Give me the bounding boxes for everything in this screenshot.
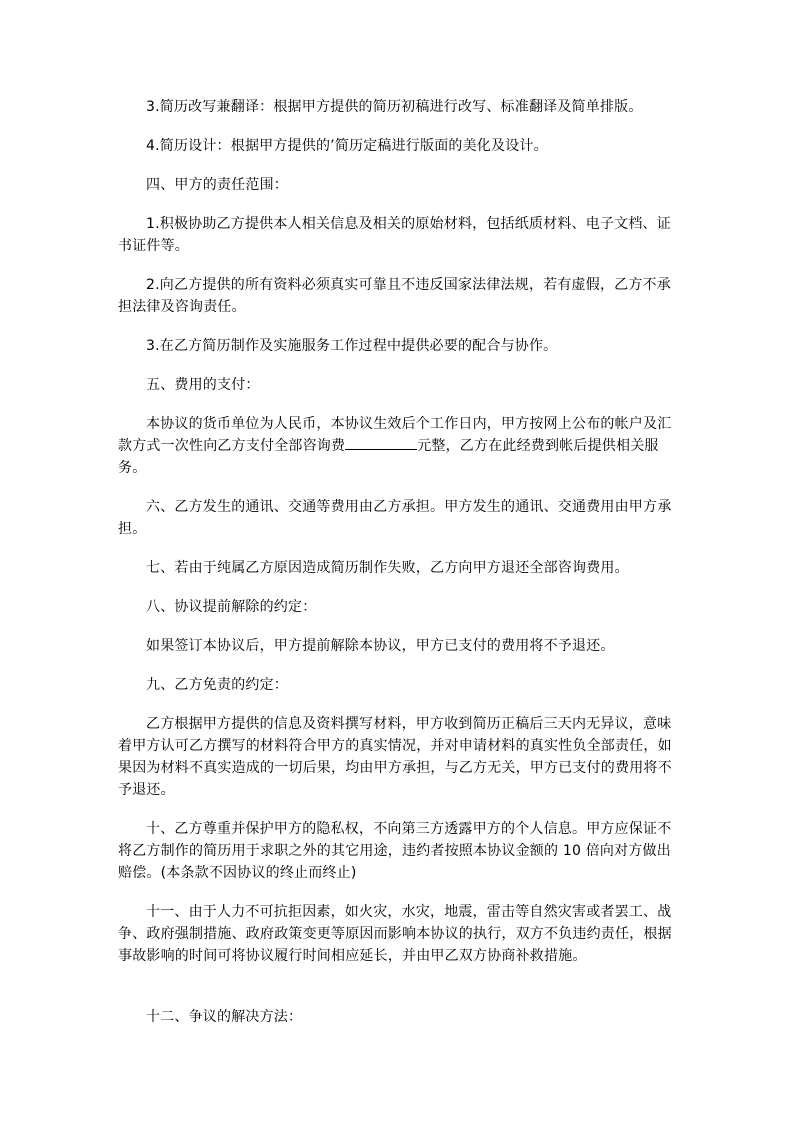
paragraph-party-a-duty-1: 1.积极协助乙方提供本人相关信息及相关的原始材料，包括纸质材料、电子文档、证书证件等。 — [118, 216, 671, 254]
paragraph-party-a-duty-2: 2.向乙方提供的所有资料必须真实可靠且不违反国家法律法规，若有虚假，乙方不承担法律及咨询责任。 — [118, 277, 671, 315]
paragraph-early-termination: 如果签订本协议后，甲方提前解除本协议，甲方已支付的费用将不予退还。 — [146, 638, 615, 654]
fee-amount-blank — [345, 435, 417, 450]
paragraph-communication-costs: 六、乙方发生的通讯、交通等费用由乙方承担。甲方发生的通讯、交通费用由甲方承担。 — [118, 499, 672, 537]
heading-dispute-resolution: 十二、争议的解决方法： — [146, 1009, 303, 1025]
heading-party-a-responsibilities: 四、甲方的责任范围： — [146, 177, 288, 193]
paragraph-resume-rewrite: 3.简历改写兼翻译：根据甲方提供的简历初稿进行改写、标准翻译及简单排版。 — [146, 99, 643, 115]
paragraph-party-a-duty-3: 3.在乙方简历制作及实施服务工作过程中提供必要的配合与协作。 — [146, 338, 558, 354]
heading-early-termination: 八、协议提前解除的约定： — [146, 599, 317, 615]
heading-party-b-exemption: 九、乙方免责的约定： — [146, 677, 288, 693]
paragraph-party-b-exemption: 乙方根据甲方提供的信息及资料撰写材料，甲方收到简历正稿后三天内无异议，意味着甲方认可乙方撰写的材料符合甲方的真实情况，并对申请材料的真实性负全部责任，如果因为材料不真实造成的一切后果，均由甲方承担，与乙方无关，甲方已支付的费用将不予退还。 — [118, 716, 672, 798]
heading-fee-payment: 五、费用的支付： — [146, 377, 260, 393]
paragraph-privacy: 十、乙方尊重并保护甲方的隐私权，不向第三方透露甲方的个人信息。甲方应保证不将乙方制作的简历用于求职之外的其它用途，违约者按照本协议金额的 10 倍向对方做出赔偿。(本条款不因协议的终止而终止) — [118, 821, 672, 881]
fee-payment-text-end: 元整，乙方在此经费到帐后提供相关服务。 — [118, 438, 659, 476]
paragraph-refund-on-failure: 七、若由于纯属乙方原因造成简历制作失败，乙方向甲方退还全部咨询费用。 — [146, 560, 629, 576]
paragraph-resume-design: 4.简历设计：根据甲方提供的’简历定稿进行版面的美化及设计。 — [146, 138, 548, 154]
fee-payment-text-start: 本协议的货币单位为人民币，本协议生效后个工作日内，甲方按网上公布的帐户及汇款方式一次性向乙方支付全部咨询费 — [118, 416, 672, 454]
paragraph-fee-payment — [118, 413, 678, 479]
paragraph-force-majeure: 十一、由于人力不可抗拒因素，如火灾，水灾，地震，雷击等自然灾害或者罢工、战争、政府强制措施、政府政策变更等原因而影响本协议的执行，双方不负违约责任，根据事故影响的时间可将协议履行时间相应延长，并由甲乙双方协商补救措施。 — [118, 904, 672, 964]
